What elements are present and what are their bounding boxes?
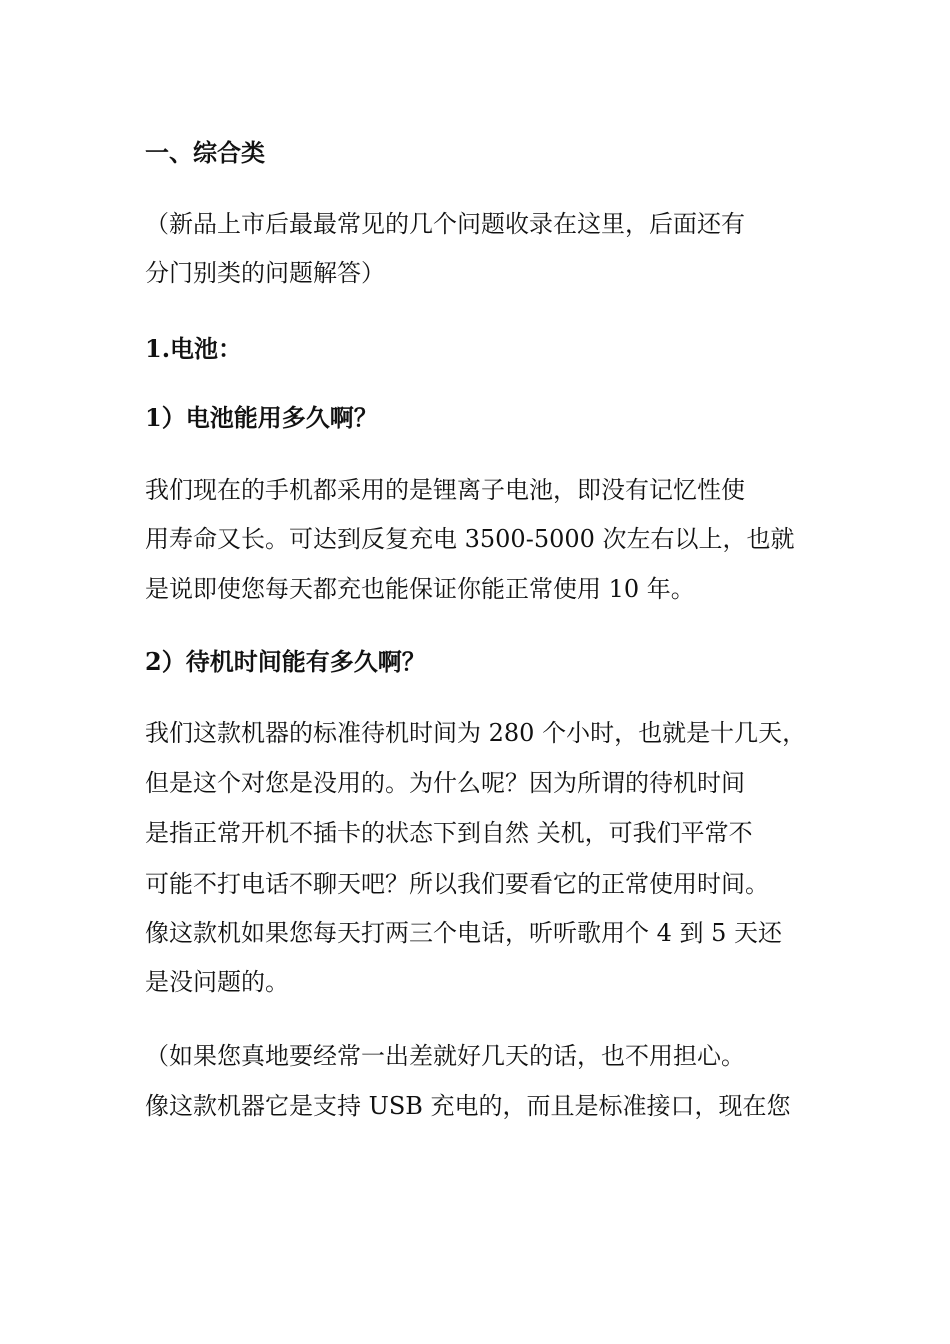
answer-paragraph-line: 是指正常开机不插卡的状态下到自然 关机，可我们平常不 bbox=[145, 819, 753, 847]
answer-note-line: 像这款机器它是支持 USB 充电的，而且是标准接口，现在您 bbox=[145, 1092, 791, 1120]
answer-paragraph-line: 用寿命又长。可达到反复充电 3500-5000 次左右以上，也就 bbox=[145, 525, 795, 553]
answer-paragraph-line: 像这款机如果您每天打两三个电话，听听歌用个 4 到 5 天还 bbox=[145, 919, 783, 947]
intro-note-line-2: 分门别类的问题解答） bbox=[145, 259, 385, 287]
answer-paragraph-line: 是没问题的。 bbox=[145, 968, 289, 996]
section-title: 一、综合类 bbox=[145, 138, 265, 167]
intro-note-line-1: （新品上市后最最常见的几个问题收录在这里，后面还有 bbox=[145, 210, 745, 238]
answer-paragraph-line: 但是这个对您是没用的。为什么呢？因为所谓的待机时间 bbox=[145, 769, 745, 797]
question-standby-time: 2）待机时间能有多久啊？ bbox=[145, 647, 426, 676]
question-battery-life: 1）电池能用多久啊？ bbox=[145, 403, 378, 432]
answer-paragraph-line: 我们现在的手机都采用的是锂离子电池，即没有记忆性使 bbox=[145, 476, 745, 504]
answer-paragraph-line: 是说即使您每天都充也能保证你能正常使用 10 年。 bbox=[145, 575, 695, 603]
answer-paragraph-line: 我们这款机器的标准待机时间为 280 个小时，也就是十几天， bbox=[145, 719, 807, 747]
answer-paragraph-line: 可能不打电话不聊天吧？所以我们要看它的正常使用时间。 bbox=[145, 870, 769, 898]
topic-heading-battery: 1.电池： bbox=[145, 334, 243, 363]
answer-note-line: （如果您真地要经常一出差就好几天的话，也不用担心。 bbox=[145, 1042, 745, 1070]
